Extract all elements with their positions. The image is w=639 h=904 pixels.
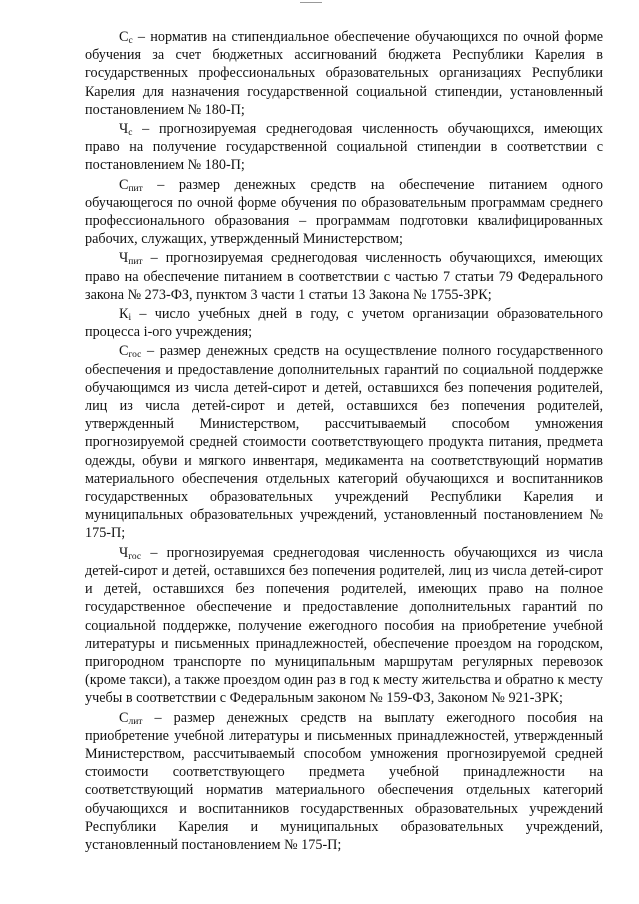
definition-text: – размер денежных средств на обеспечение питанием одного обучающегося по очной форме обучения по образовательным программам среднего профессионального образования – программам подготовки квалифицированных рабочих, служащих, утвержденный Министерством;	[85, 176, 603, 248]
formula-symbol: С	[119, 709, 129, 726]
definition-text: – размер денежных средств на выплату ежегодного пособия на приобретение учебной литературы и письменных принадлежностей, утвержденный Министерством, рассчитываемый способом умножения прогнозируемой средней стоимости соответствующего предмета учебной принадлежности на соответствующий норматив материального обеспечения отдельных категорий обучающихся и воспитанников государственных образовательных учреждений Республики Карелия и муниципальных образовательных учреждений, установленный постановлением № 175-П;	[85, 709, 603, 853]
definition-ch-gos	[85, 544, 603, 708]
definition-c-pit	[85, 176, 603, 249]
scan-artifact	[300, 0, 322, 3]
document-page	[85, 28, 603, 855]
formula-symbol: С	[119, 29, 129, 45]
formula-symbol: Ч	[119, 250, 129, 267]
definition-c-gos	[85, 342, 603, 542]
definition-c-s	[85, 28, 603, 119]
definition-text: – норматив на стипендиальное обеспечение обучающихся по очной форме обучения за счет бюджетных ассигнований бюджета Республики Карелия в государственных профессиональных образовательных организациях Республики Карелия для назначения государственной социальной стипендии, установленный постановлением № 180-П;	[85, 29, 603, 118]
formula-subscript: i	[128, 313, 132, 324]
definition-text: – прогнозируемая среднегодовая численность обучающихся, имеющих право на получение государственной социальной стипендии в соответствии с постановлением № 180-П;	[85, 121, 603, 174]
formula-symbol: С	[119, 343, 129, 360]
formula-subscript: гос	[128, 350, 142, 361]
formula-subscript: пит	[128, 183, 143, 194]
definition-text: – число учебных дней в году, с учетом организации образовательного процесса i-ого учреждения;	[85, 306, 603, 341]
formula-symbol: К	[119, 306, 129, 323]
definition-text: – размер денежных средств на осуществление полного государственного обеспечения и предоставление дополнительных гарантий по социальной поддержке обучающимся из числа детей-сирот и детей, оставшихся без попечения родителей, лиц из числа детей-сирот и детей, оставшихся без попечения родителей, утвержденный Министерством, рассчитываемый способом умножения прогнозируемой средней стоимости соответствующего продукта питания, предмета одежды, обуви и мягкого инвентаря, медикамента на соответствующий норматив материального обеспечения отдельных категорий обучающихся и воспитанников государственных образовательных учреждений Республики Карелия и муниципальных образовательных учреждений, установленный постановлением № 175-П;	[85, 343, 603, 542]
formula-symbol: Ч	[119, 544, 129, 561]
definition-ch-pit	[85, 249, 603, 304]
formula-subscript: пит	[128, 257, 143, 268]
formula-symbol: С	[119, 176, 129, 193]
formula-subscript: лит	[128, 716, 143, 727]
formula-subscript: с	[128, 128, 133, 139]
formula-subscript: с	[128, 36, 133, 46]
formula-symbol: Ч	[119, 121, 129, 138]
formula-subscript: гос	[128, 551, 142, 562]
definition-c-lit	[85, 709, 603, 855]
definition-k-i	[85, 305, 603, 341]
definition-text: – прогнозируемая среднегодовая численность обучающихся из числа детей-сирот и детей, оставшихся без попечения родителей, лиц из числа детей-сирот и детей, оставшихся без попечения родителей, имеющих право на полное государственное обеспечение и предоставление дополнительных гарантий по социальной поддержке, получение ежегодного пособия на приобретение учебной литературы и письменных принадлежностей, обеспечение проездом на городском, пригородном транспорте по муниципальным маршрутам регулярных перевозок (кроме такси), а также проездом один раз в год к месту жительства и обратно к месту учебы в соответствии с Федеральным законом № 159-ФЗ, Законом № 921-ЗРК;	[85, 544, 603, 707]
definition-ch-s	[85, 120, 603, 175]
definition-text: – прогнозируемая среднегодовая численность обучающихся, имеющих право на обеспечение питанием в соответствии с частью 7 статьи 79 Федерального закона № 273-ФЗ, пунктом 3 части 1 статьи 13 Закона № 1755-ЗРК;	[85, 250, 603, 303]
